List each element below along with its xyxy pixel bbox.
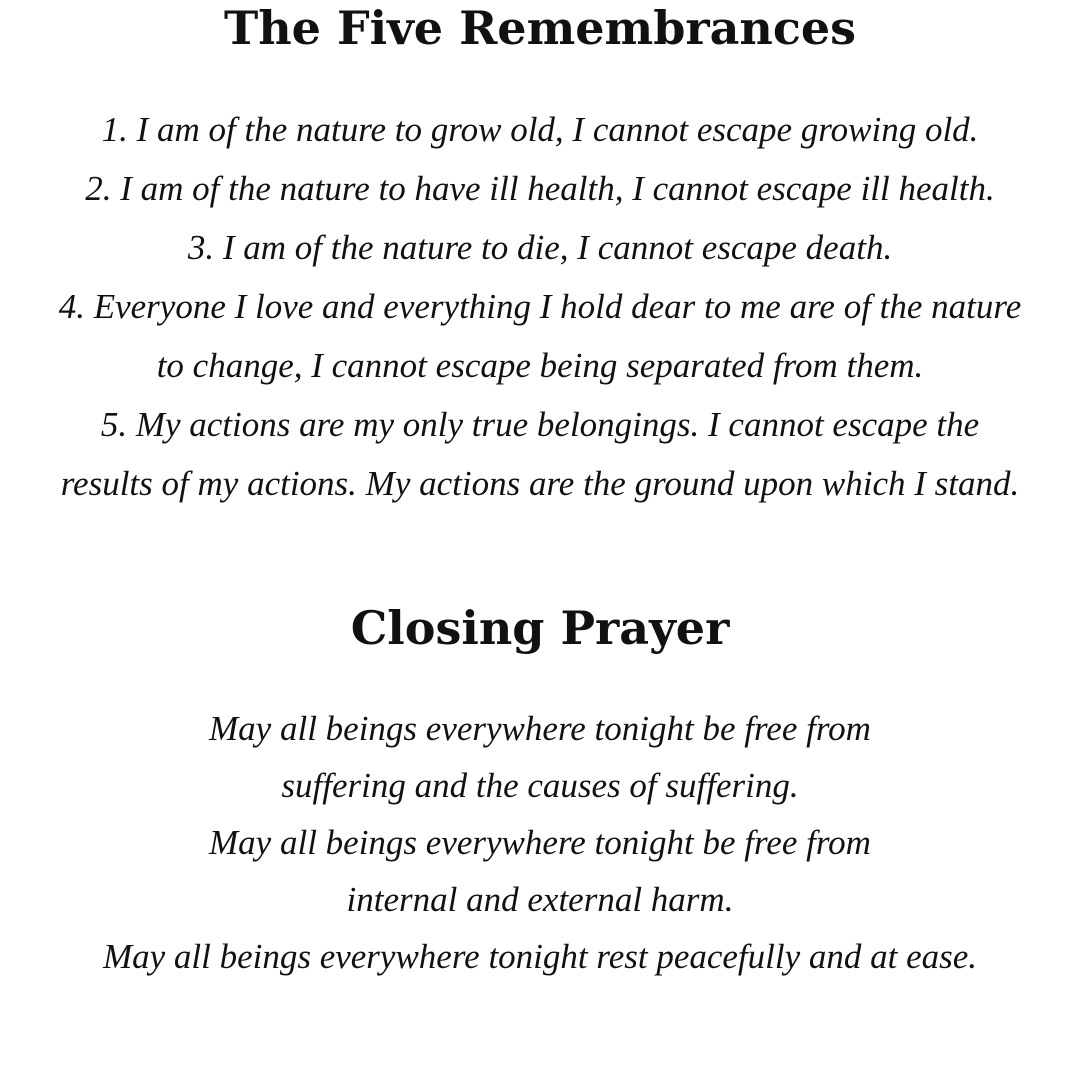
remembrances-title: The Five Remembrances	[223, 1, 857, 55]
remembrance-line-3: 3. I am of the nature to die, I cannot escape death.	[187, 228, 893, 267]
prayer-line-1: May all beings everywhere tonight be free from	[209, 709, 871, 748]
remembrance-line-1: 1. I am of the nature to grow old, I cannot escape growing old.	[101, 110, 979, 149]
remembrance-line-5-continued: results of my actions. My actions are the ground upon which I stand.	[60, 464, 1020, 503]
remembrance-line-4: 4. Everyone I love and everything I hold dear to me are of the nature	[58, 287, 1022, 326]
prayer-line-3: May all beings everywhere tonight be free from	[209, 823, 871, 862]
prayer-line-4: internal and external harm.	[346, 880, 734, 919]
remembrance-line-5: 5. My actions are my only true belongings. I cannot escape the	[100, 405, 980, 444]
remembrance-line-4-continued: to change, I cannot escape being separated from them.	[156, 346, 924, 385]
remembrance-line-2: 2. I am of the nature to have ill health, I cannot escape ill health.	[85, 169, 995, 208]
prayer-line-5: May all beings everywhere tonight rest peacefully and at ease.	[102, 937, 978, 976]
prayer-line-2: suffering and the causes of suffering.	[281, 766, 799, 805]
prayer-title: Closing Prayer	[350, 601, 730, 655]
